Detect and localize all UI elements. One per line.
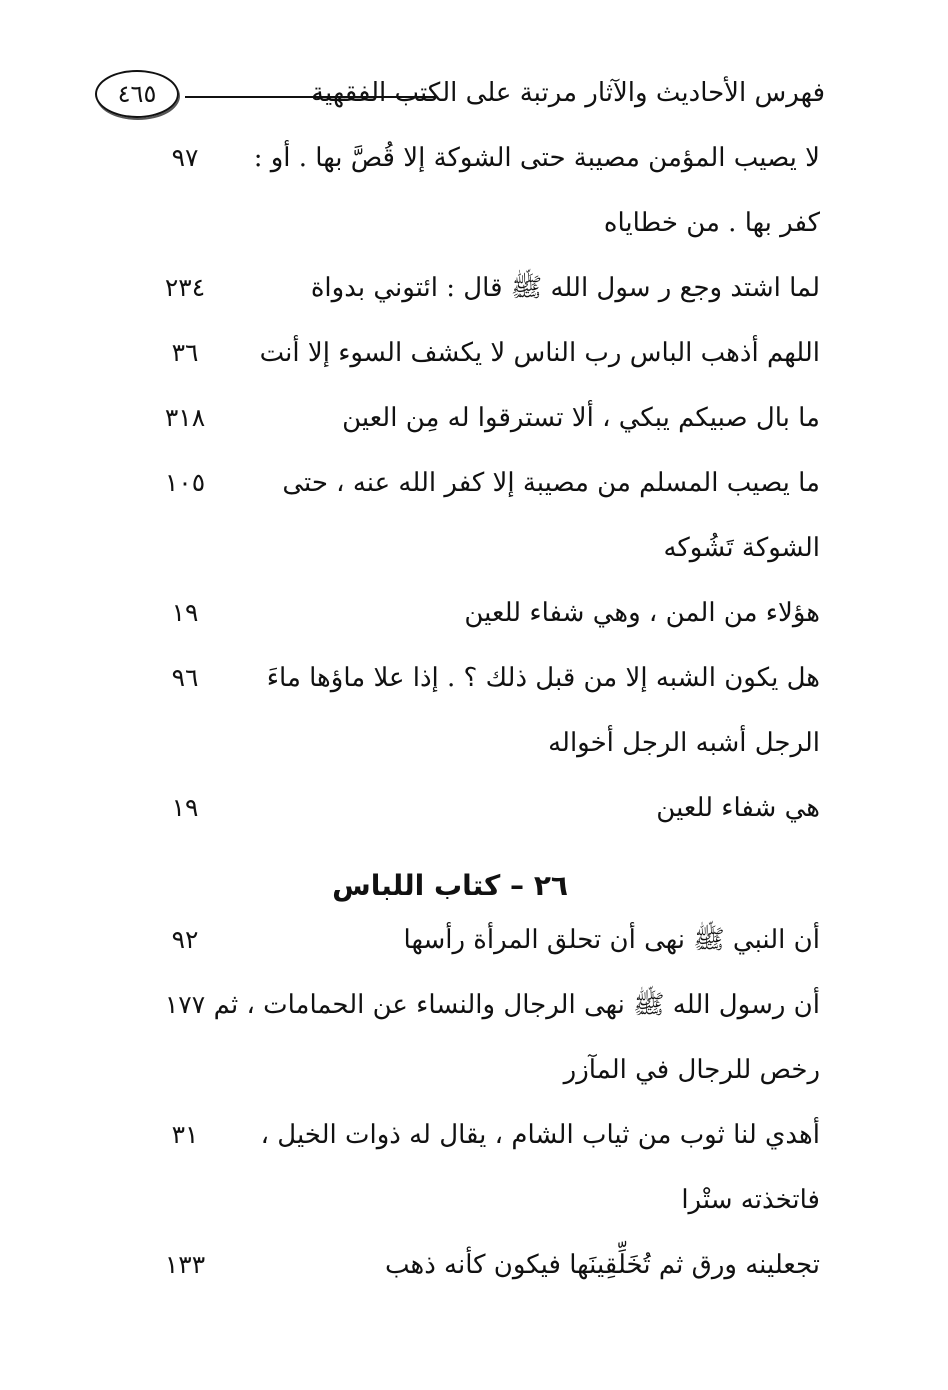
- entry-text: هؤلاء من المن ، وهي شفاء للعين: [464, 598, 820, 628]
- entry-page-ref: ١٧٧: [164, 990, 206, 1019]
- entry-text: أهدي لنا ثوب من ثياب الشام ، يقال له ذوات الخيل ،: [260, 1120, 820, 1150]
- entry-text-continued: الشوكة تَشُوكه: [663, 533, 820, 563]
- entry-text: أن رسول الله ﷺ نهى الرجال والنساء عن الحمامات ، ثم: [213, 990, 820, 1020]
- entry-text: ما يصيب المسلم من مصيبة إلا كفر الله عنه ، حتى: [282, 468, 820, 498]
- entry-page-ref: ٣٦: [171, 338, 199, 367]
- entry-text-continued: الرجل أشبه الرجل أخواله: [548, 728, 820, 758]
- page-number: ٤٦٥: [117, 80, 157, 108]
- entry-text: اللهم أذهب الباس رب الناس لا يكشف السوء إلا أنت: [259, 338, 820, 368]
- header-title: فهرس الأحاديث والآثار مرتبة على الكتب الفقهية: [311, 78, 825, 108]
- entry-text: هي شفاء للعين: [656, 793, 820, 823]
- entry-page-ref: ١٣٣: [164, 1250, 206, 1279]
- entry-page-ref: ١٠٥: [164, 468, 206, 497]
- page-number-badge: [95, 70, 179, 118]
- entry-page-ref: ٣١: [171, 1120, 199, 1149]
- entry-text-continued: كفر بها . من خطاياه: [603, 208, 820, 238]
- entry-page-ref: ٩٢: [171, 925, 199, 954]
- entry-text: أن النبي ﷺ نهى أن تحلق المرأة رأسها: [403, 925, 820, 955]
- entry-page-ref: ١٩: [171, 793, 199, 822]
- entry-page-ref: ٣١٨: [164, 403, 206, 432]
- section-heading: ٢٦ – كتاب اللباس: [332, 869, 568, 902]
- entry-page-ref: ٢٣٤: [164, 273, 206, 302]
- entry-text: هل يكون الشبه إلا من قبل ذلك ؟ . إذا علا ماؤها ماءَ: [266, 663, 820, 693]
- entry-text-continued: رخص للرجال في المآزر: [563, 1055, 820, 1085]
- entry-text: لما اشتد وجع ر سول الله ﷺ قال : ائتوني بدواة: [310, 273, 820, 303]
- entry-page-ref: ٩٧: [171, 143, 199, 172]
- entry-text: ما بال صبيكم يبكي ، ألا تسترقوا له مِن العين: [342, 403, 820, 433]
- entry-text: تجعلينه ورق ثم تُخَلِّقِينَها فيكون كأنه ذهب: [384, 1250, 820, 1280]
- entry-page-ref: ١٩: [171, 598, 199, 627]
- entry-text: لا يصيب المؤمن مصيبة حتى الشوكة إلا قُصَّ بها . أو :: [253, 143, 820, 173]
- entry-page-ref: ٩٦: [171, 663, 199, 692]
- running-header: [95, 70, 825, 120]
- entry-text-continued: فاتخذته ستْرا: [681, 1185, 820, 1215]
